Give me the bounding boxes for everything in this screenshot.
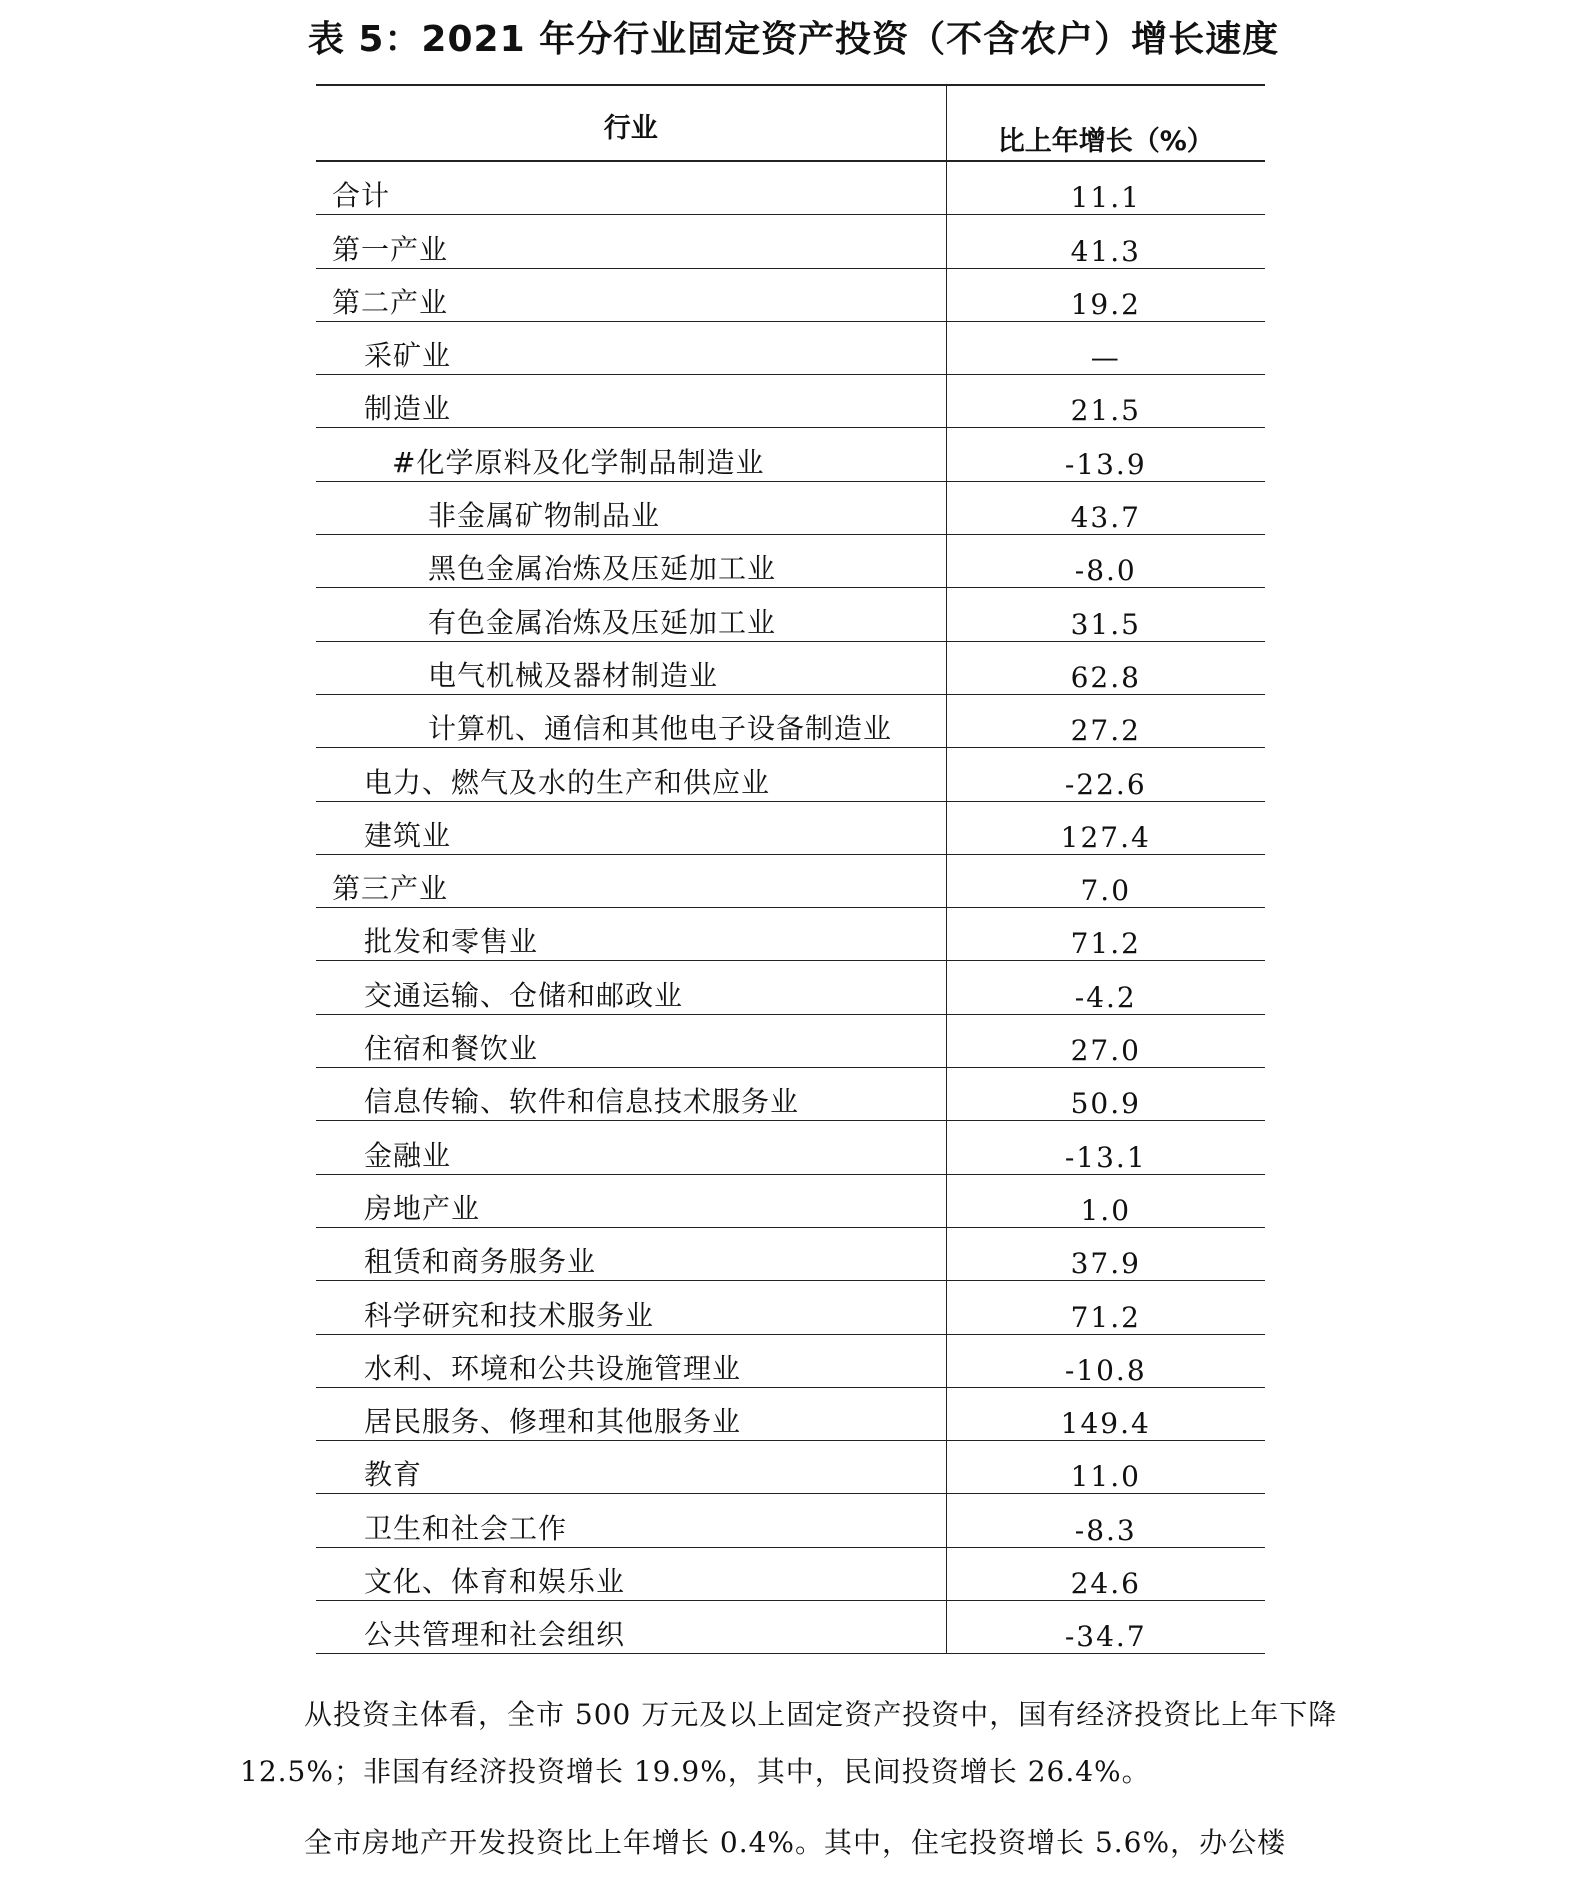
table-row [316,641,1265,694]
growth-value-cell: 27.0 [946,1014,1265,1067]
industry-name-cell: 教育 [316,1441,946,1494]
growth-value-cell: 11.0 [946,1441,1265,1494]
growth-value-cell: 27.2 [946,694,1265,747]
industry-name-cell: 租赁和商务服务业 [316,1227,946,1280]
growth-value-cell: — [946,321,1265,374]
growth-value-cell: 21.5 [946,375,1265,428]
table-row [316,1068,1265,1121]
table-header-row [316,85,1265,161]
table-row [316,1014,1265,1067]
industry-name-cell: 文化、体育和娱乐业 [316,1547,946,1600]
table-row [316,1601,1265,1654]
column-header-industry: 行业 [316,85,946,161]
table-row [316,1387,1265,1440]
table-row [316,801,1265,854]
industry-name-cell: 批发和零售业 [316,908,946,961]
growth-value-cell: 19.2 [946,268,1265,321]
industry-name-cell: 交通运输、仓储和邮政业 [316,961,946,1014]
industry-name-cell: 合计 [316,161,946,215]
growth-value-cell: 50.9 [946,1068,1265,1121]
table-row [316,748,1265,801]
industry-name-cell: 第三产业 [316,854,946,907]
industry-name-cell: 公共管理和社会组织 [316,1601,946,1654]
growth-value-cell: -4.2 [946,961,1265,1014]
industry-name-cell: 房地产业 [316,1174,946,1227]
industry-name-cell: 非金属矿物制品业 [316,481,946,534]
growth-value-cell: 1.0 [946,1174,1265,1227]
growth-value-cell: -22.6 [946,748,1265,801]
growth-value-cell: 62.8 [946,641,1265,694]
table-row [316,535,1265,588]
growth-value-cell: 43.7 [946,481,1265,534]
table-row [316,694,1265,747]
table-title: 表 5：2021 年分行业固定资产投资（不含农户）增长速度 [307,19,1280,60]
industry-name-cell: 电气机械及器材制造业 [316,641,946,694]
industry-name-cell: 卫生和社会工作 [316,1494,946,1547]
growth-value-cell: 71.2 [946,1281,1265,1334]
industry-name-cell: 有色金属冶炼及压延加工业 [316,588,946,641]
growth-value-cell: 24.6 [946,1547,1265,1600]
industry-name-cell: 住宿和餐饮业 [316,1014,946,1067]
growth-value-cell: -8.3 [946,1494,1265,1547]
industry-name-cell: 金融业 [316,1121,946,1174]
growth-value-cell: 41.3 [946,215,1265,268]
table-row [316,1227,1265,1280]
growth-value-cell: 37.9 [946,1227,1265,1280]
growth-value-cell: -34.7 [946,1601,1265,1654]
industry-name-cell: 居民服务、修理和其他服务业 [316,1387,946,1440]
industry-name-cell: 信息传输、软件和信息技术服务业 [316,1068,946,1121]
table-row [316,588,1265,641]
table-row [316,1281,1265,1334]
growth-value-cell: -8.0 [946,535,1265,588]
growth-value-cell: -13.1 [946,1121,1265,1174]
growth-value-cell: 31.5 [946,588,1265,641]
industry-name-cell: #化学原料及化学制品制造业 [316,428,946,481]
table-row [316,961,1265,1014]
growth-value-cell: 127.4 [946,801,1265,854]
industry-name-cell: 第二产业 [316,268,946,321]
table-row [316,1121,1265,1174]
industry-name-cell: 电力、燃气及水的生产和供应业 [316,748,946,801]
table-body [316,161,1265,1654]
table-row [316,1334,1265,1387]
table-row [316,1494,1265,1547]
industry-name-cell: 黑色金属冶炼及压延加工业 [316,535,946,588]
growth-value-cell: 71.2 [946,908,1265,961]
table-row [316,321,1265,374]
column-header-growth: 比上年增长（%） [946,85,1265,161]
industry-name-cell: 建筑业 [316,801,946,854]
table-row [316,908,1265,961]
table-row [316,481,1265,534]
paragraph-investment-subject: 从投资主体看，全市 500 万元及以上固定资产投资中，国有经济投资比上年下降 12.5%；非国有经济投资增长 19.9%，其中，民间投资增长 26.4%。 [240,1698,1338,1788]
industry-name-cell: 采矿业 [316,321,946,374]
table-row [316,1547,1265,1600]
table-row [316,428,1265,481]
table-row [316,268,1265,321]
industry-investment-table [316,84,1265,1654]
table-row [316,1441,1265,1494]
growth-value-cell: 7.0 [946,854,1265,907]
growth-value-cell: -10.8 [946,1334,1265,1387]
industry-name-cell: 第一产业 [316,215,946,268]
industry-name-cell: 计算机、通信和其他电子设备制造业 [316,694,946,747]
table-row [316,215,1265,268]
paragraph-real-estate: 全市房地产开发投资比上年增长 0.4%。其中，住宅投资增长 5.6%，办公楼 [304,1826,1287,1859]
table-row [316,375,1265,428]
industry-name-cell: 科学研究和技术服务业 [316,1281,946,1334]
industry-name-cell: 水利、环境和公共设施管理业 [316,1334,946,1387]
table-row [316,1174,1265,1227]
growth-value-cell: -13.9 [946,428,1265,481]
table-row [316,854,1265,907]
growth-value-cell: 149.4 [946,1387,1265,1440]
table-row [316,161,1265,215]
industry-name-cell: 制造业 [316,375,946,428]
growth-value-cell: 11.1 [946,161,1265,215]
